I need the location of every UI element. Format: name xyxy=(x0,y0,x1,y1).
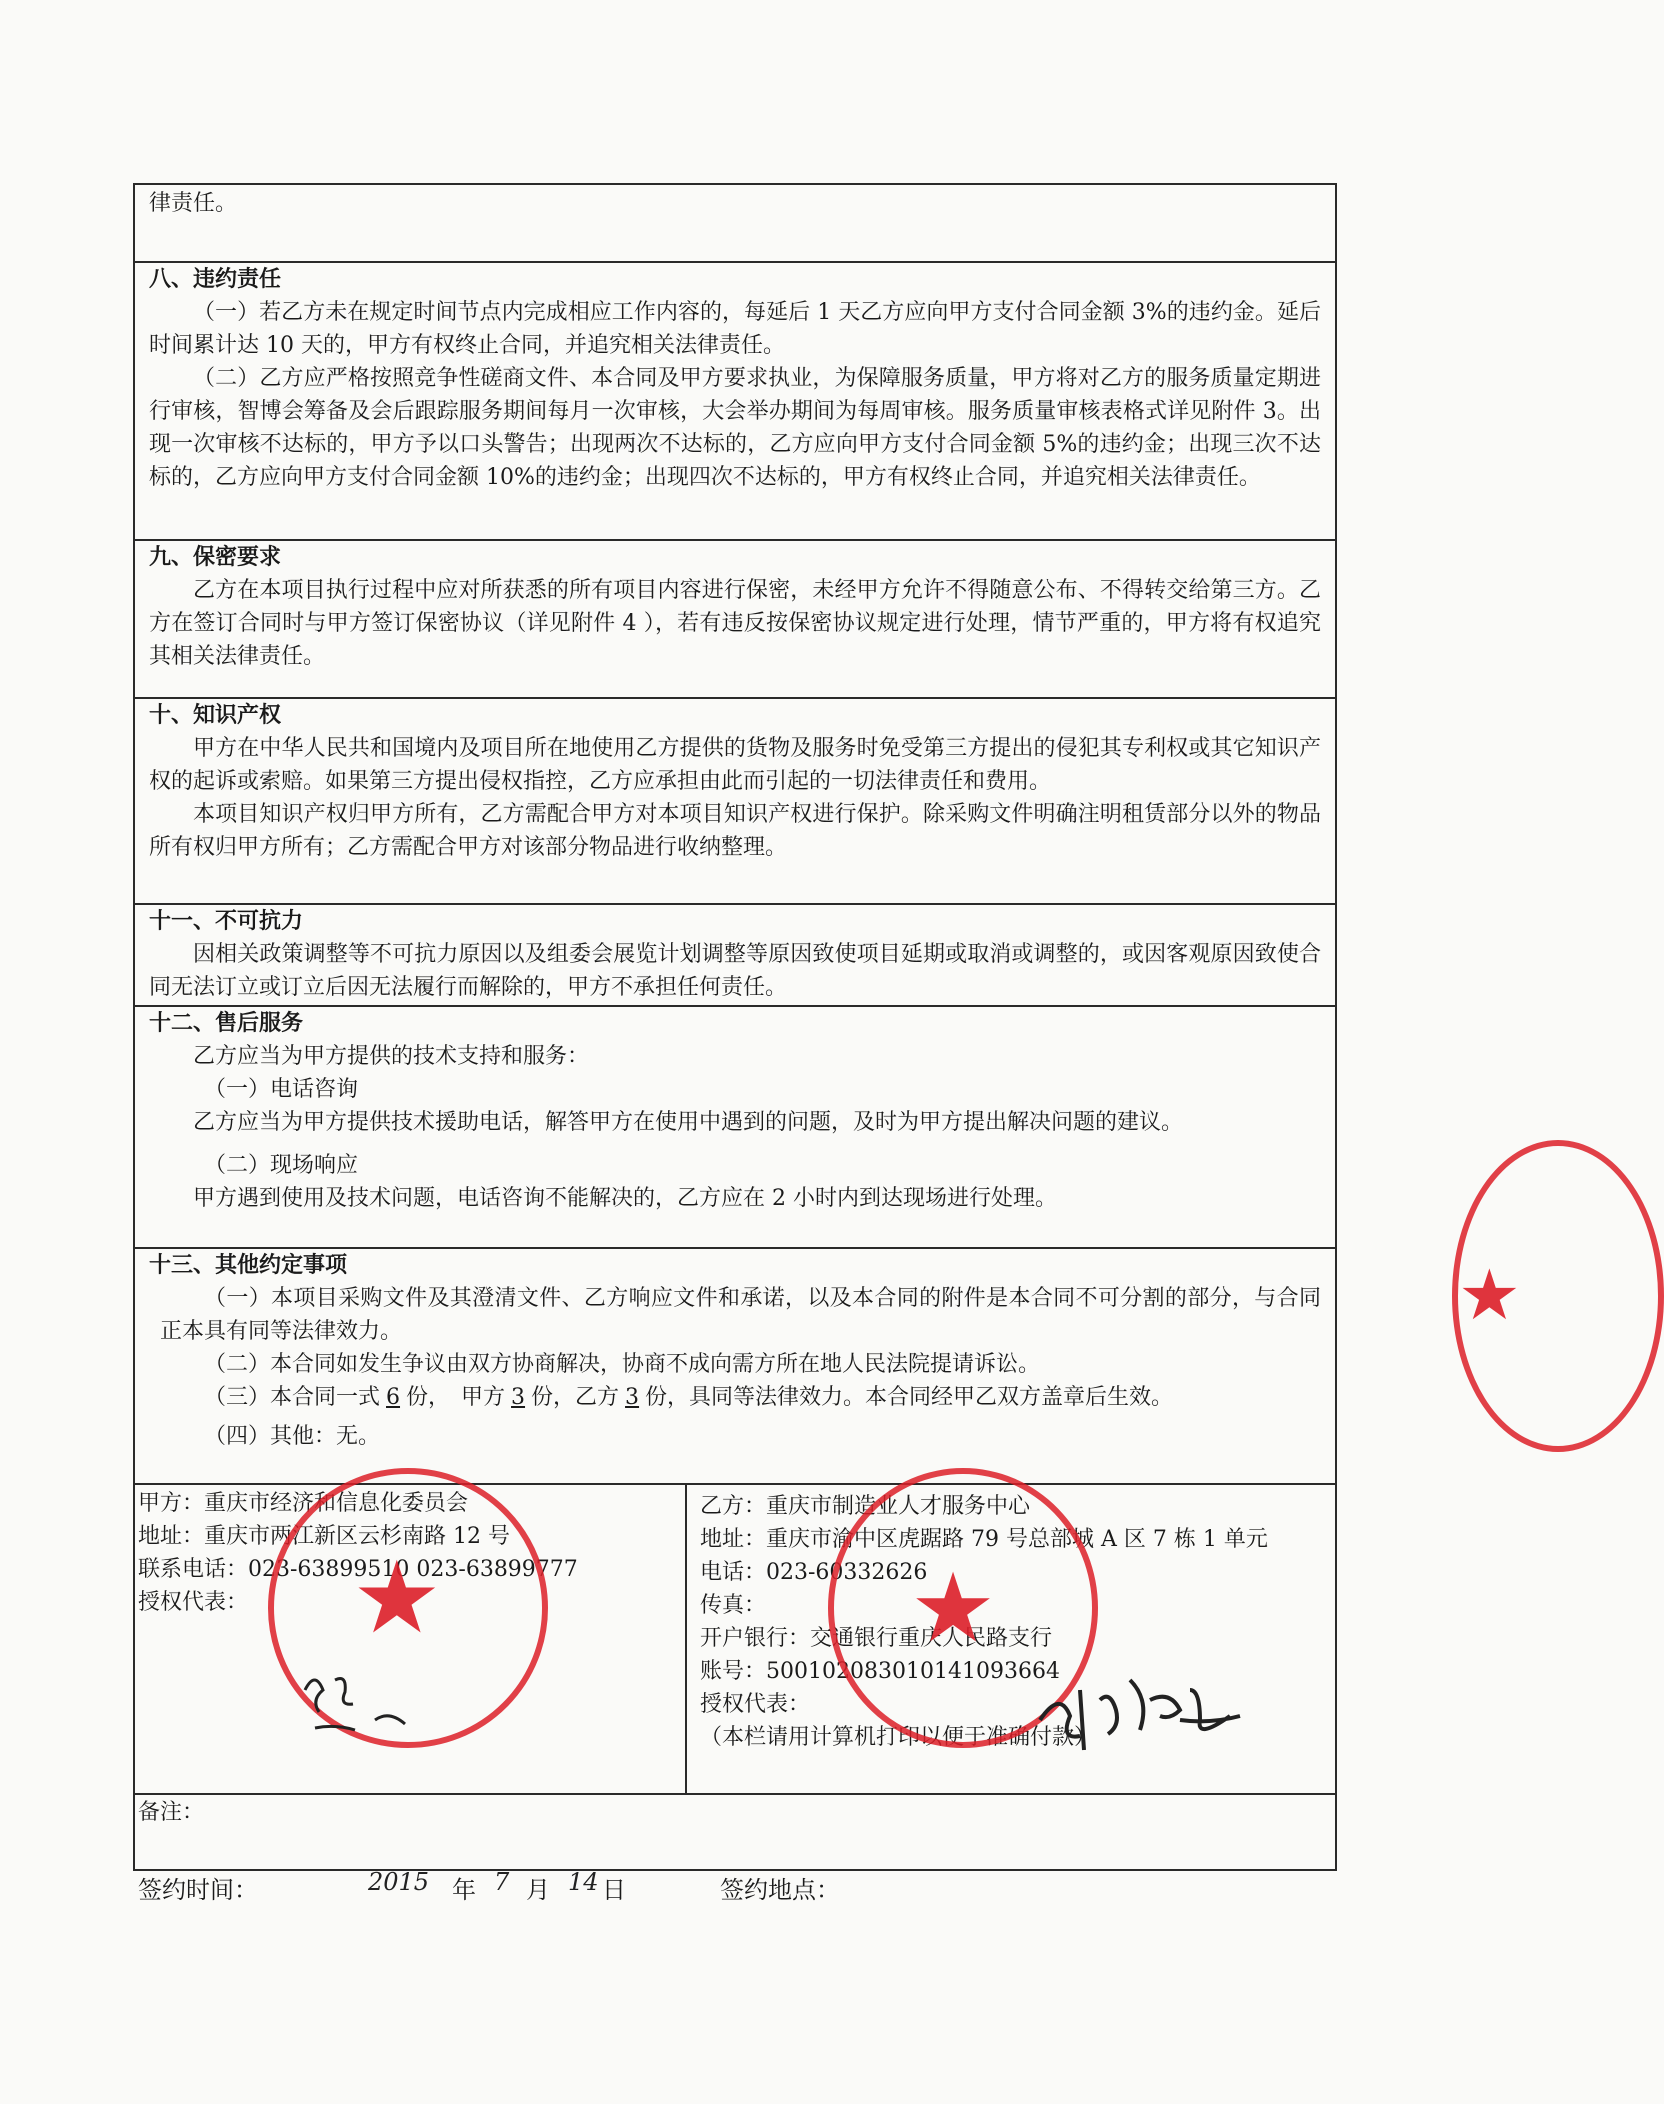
party-b-seal-star-icon: ★ xyxy=(910,1552,997,1664)
section-other-p2: （二）本合同如发生争议由双方协商解决，协商不成向需方所在地人民法院提请诉讼。 xyxy=(204,1352,1041,1377)
sign-month: 7 xyxy=(494,1868,510,1896)
sign-place-label: 签约地点： xyxy=(720,1876,840,1904)
edge-seal-star-icon: ★ xyxy=(1458,1254,1521,1336)
party-a-signature xyxy=(295,1660,425,1750)
section-force-majeure-heading: 十一、不可抗力 xyxy=(149,909,304,934)
section-other-p3 xyxy=(149,1381,1321,1414)
party-b-phone: 电话：023-60332626 xyxy=(700,1560,928,1585)
section-confidentiality-p1: 乙方在本项目执行过程中应对所获悉的所有项目内容进行保密，未经甲方允许不得随意公布、不得转交给第三方。乙方在签订合同时与甲方签订保密协议（详见附件 4 ），若有违反按保密协议规定进行处理，情节严重的，甲方将有权追究其相关法律责任。 xyxy=(149,578,1321,669)
sign-time-label: 签约时间： xyxy=(138,1876,258,1904)
copies-total: 6 xyxy=(386,1385,401,1410)
section-after-sales-heading: 十二、售后服务 xyxy=(149,1011,304,1036)
parties-divider xyxy=(685,1483,687,1795)
copies-party-b: 3 xyxy=(625,1385,640,1410)
remarks-label: 备注： xyxy=(138,1800,205,1825)
party-b-fax: 传真： xyxy=(700,1593,767,1618)
section-after-sales-p5: 甲方遇到使用及技术问题，电话咨询不能解决的，乙方应在 2 小时内到达现场进行处理。 xyxy=(193,1186,1057,1211)
section-breach-p1: （一）若乙方未在规定时间节点内完成相应工作内容的，每延后 1 天乙方应向甲方支付合同金额 3%的违约金。延后时间累计达 10 天的，甲方有权终止合同，并追究相关法律责任。 xyxy=(149,300,1321,358)
section-breach xyxy=(133,261,1337,541)
party-b-address: 地址：重庆市渝中区虎踞路 79 号总部城 A 区 7 栋 1 单元 xyxy=(700,1527,1268,1552)
section-ip-p2: 本项目知识产权归甲方所有，乙方需配合甲方对本项目知识产权进行保护。除采购文件明确注明租赁部分以外的物品所有权归甲方所有；乙方需配合甲方对该部分物品进行收纳整理。 xyxy=(149,802,1321,860)
section-other xyxy=(133,1247,1337,1485)
section-after-sales xyxy=(133,1005,1337,1249)
section-ip-heading: 十、知识产权 xyxy=(149,703,282,728)
section-after-sales-p2: （一）电话咨询 xyxy=(204,1077,359,1102)
section-confidentiality xyxy=(133,539,1337,699)
party-b-bank: 开户银行：交通银行重庆人民路支行 xyxy=(700,1626,1053,1651)
sign-day: 14 xyxy=(568,1868,599,1896)
intro-section xyxy=(133,183,1337,263)
party-b-signature xyxy=(1030,1660,1270,1760)
intro-text: 律责任。 xyxy=(149,191,238,216)
section-breach-p2: （二）乙方应严格按照竞争性磋商文件、本合同及甲方要求执业，为保障服务质量，甲方将对乙方的服务质量定期进行审核，智博会筹备及会后跟踪服务期间每月一次审核，大会举办期间为每周审核。服务质量审核表格式详见附件 3。出现一次审核不达标的，甲方予以口头警告；出现两次不达标的，乙方应向甲方支付合同金额 5%的违约金；出现三次不达标的，乙方应向甲方支付合同金额 10%的违约金；出现四次不达标的，甲方有权终止合同，并追究相关法律责任。 xyxy=(149,366,1321,490)
section-breach-heading: 八、违约责任 xyxy=(149,267,282,292)
section-after-sales-p4: （二）现场响应 xyxy=(204,1153,359,1178)
section-ip xyxy=(133,697,1337,905)
section-after-sales-p3: 乙方应当为甲方提供技术援助电话，解答甲方在使用中遇到的问题，及时为甲方提出解决问题的建议。 xyxy=(193,1110,1184,1135)
section-after-sales-p1: 乙方应当为甲方提供的技术支持和服务： xyxy=(193,1044,590,1069)
remarks-block xyxy=(133,1793,1337,1871)
section-force-majeure-p1: 因相关政策调整等不可抗力原因以及组委会展览计划调整等原因致使项目延期或取消或调整的，或因客观原因致使合同无法订立或订立后因无法履行而解除的，甲方不承担任何责任。 xyxy=(149,942,1321,1000)
section-other-p4: （四）其他：无。 xyxy=(204,1424,381,1449)
section-ip-p1: 甲方在中华人民共和国境内及项目所在地使用乙方提供的货物及服务时免受第三方提出的侵犯其专利权或其它知识产权的起诉或索赔。如果第三方提出侵权指控，乙方应承担由此而引起的一切法律责任和费用。 xyxy=(149,736,1321,794)
party-a-address: 地址：重庆市两江新区云杉南路 12 号 xyxy=(138,1524,510,1549)
party-a-name: 甲方：重庆市经济和信息化委员会 xyxy=(138,1491,469,1516)
party-b-account: 账号：500102083010141093664 xyxy=(700,1659,1060,1684)
party-a-phone: 联系电话：023-63899510 023-63899777 xyxy=(138,1557,578,1582)
copies-text-a: （三）本合同一式 xyxy=(204,1385,381,1410)
section-confidentiality-heading: 九、保密要求 xyxy=(149,545,282,570)
copies-text-b: 份， 甲方 xyxy=(406,1385,506,1410)
sign-year-char: 年 xyxy=(452,1876,476,1904)
party-b-rep: 授权代表： xyxy=(700,1692,811,1717)
party-a-rep: 授权代表： xyxy=(138,1590,249,1615)
section-other-p1: （一）本项目采购文件及其澄清文件、乙方响应文件和承诺，以及本合同的附件是本合同不可分割的部分，与合同正本具有同等法律效力。 xyxy=(160,1286,1321,1344)
party-a-seal-star-icon: ★ xyxy=(352,1539,442,1656)
sign-day-char: 日 xyxy=(602,1876,626,1904)
party-b-name: 乙方：重庆市制造业人才服务中心 xyxy=(700,1494,1031,1519)
section-other-heading: 十三、其他约定事项 xyxy=(149,1253,348,1278)
party-b-note: （本栏请用计算机打印以便于准确付款） xyxy=(700,1725,1097,1750)
copies-text-d: 份，具同等法律效力。本合同经甲乙双方盖章后生效。 xyxy=(645,1385,1174,1410)
copies-text-c: 份，乙方 xyxy=(531,1385,620,1410)
section-force-majeure xyxy=(133,903,1337,1007)
sign-year: 2015 xyxy=(368,1868,430,1896)
copies-party-a: 3 xyxy=(511,1385,526,1410)
sign-month-char: 月 xyxy=(526,1876,550,1904)
